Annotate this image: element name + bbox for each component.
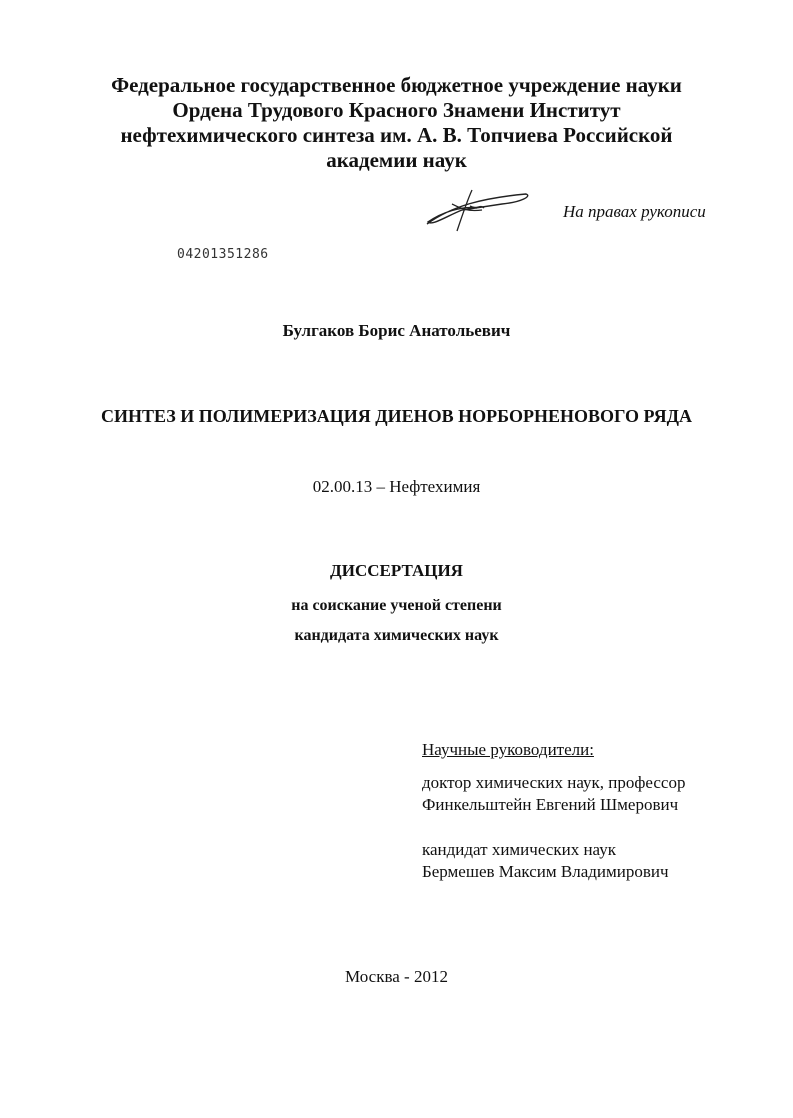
institution-header xyxy=(0,73,793,173)
institution-line: Федеральное государственное бюджетное учреждение науки xyxy=(111,73,682,97)
degree-line: на соискание ученой степени xyxy=(291,597,502,614)
supervisors-heading: Научные руководители: xyxy=(422,740,594,759)
supervisor-degree: кандидат химических наук xyxy=(422,840,616,859)
institution-line: Ордена Трудового Красного Знамени Институт xyxy=(172,98,621,122)
institution-line: академии наук xyxy=(326,148,467,172)
institution-line: нефтехимического синтеза им. А. В. Топчиева Российской xyxy=(120,123,673,147)
degree-line: кандидата химических наук xyxy=(294,627,499,644)
supervisor-degree: доктор химических наук, профессор xyxy=(422,773,686,792)
document-number: 04201351286 xyxy=(177,247,269,262)
dissertation-title: СИНТЕЗ И ПОЛИМЕРИЗАЦИЯ ДИЕНОВ НОРБОРНЕНОВОГО РЯДА xyxy=(101,406,692,426)
specialty: 02.00.13 – Нефтехимия xyxy=(312,477,481,496)
signature-icon xyxy=(422,186,534,234)
author-name: Булгаков Борис Анатольевич xyxy=(282,321,511,340)
rights-note: На правах рукописи xyxy=(563,202,706,221)
place-year: Москва - 2012 xyxy=(345,967,448,986)
document-type: ДИССЕРТАЦИЯ xyxy=(330,561,463,580)
supervisor-name: Бермешев Максим Владимирович xyxy=(422,862,669,881)
supervisor-name: Финкельштейн Евгений Шмерович xyxy=(422,795,679,814)
